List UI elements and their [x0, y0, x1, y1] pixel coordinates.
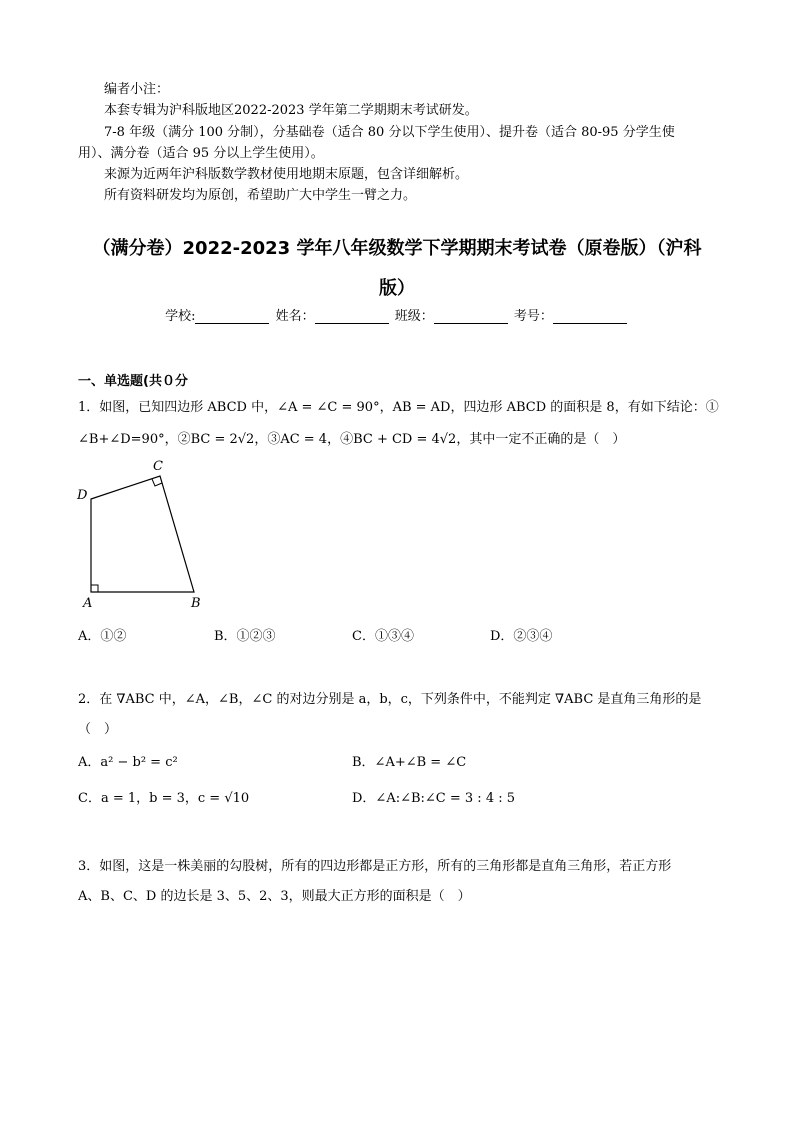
q3-line1: 3．如图，这是一株美丽的勾股树，所有的四边形都是正方形，所有的三角形都是直角三角形，若正方形 — [78, 859, 672, 874]
editor-note-line4: 所有资料研发均为原创，希望助广大中学生一臂之力。 — [104, 188, 417, 203]
q2-option-c[interactable]: C．a = 1，b = 3，c = √10 — [78, 791, 250, 806]
quadrilateral-abcd — [91, 476, 194, 592]
page-title-line2: 版） — [379, 278, 415, 299]
name-label: 姓名： — [275, 309, 315, 324]
q2-line1: 2．在 ∇ABC 中，∠A，∠B，∠C 的对边分别是 a，b，c，下列条件中，不能判定 ∇ABC 是直角三角形的是 — [78, 692, 702, 707]
q1-quadrilateral-figure — [70, 455, 220, 615]
right-angle-mark-a — [91, 585, 98, 592]
q2-option-d[interactable]: D．∠A:∠B:∠C = 3 : 4 : 5 — [352, 791, 516, 806]
editor-note-line2a: 7-8 年级（满分 100 分制），分基础卷（适合 80 分以下学生使用）、提升卷（适合 80-95 分学生使 — [104, 125, 675, 140]
school-label: 学校: — [165, 309, 196, 324]
editor-note-line1: 本套专辑为沪科版地区2022-2023 学年第二学期期末考试研发。 — [104, 103, 478, 118]
q2-line2: （ ） — [78, 722, 118, 737]
vertex-label-d: D — [77, 488, 88, 503]
school-blank[interactable] — [195, 310, 269, 324]
q1-line1: 1．如图，已知四边形 ABCD 中，∠A = ∠C = 90°，AB = AD，四边形 ABCD 的面积是 8，有如下结论：① — [78, 400, 719, 415]
right-angle-mark-c — [152, 479, 162, 486]
section-heading: 一、单选题(共０分 — [78, 374, 188, 389]
vertex-label-b: B — [191, 596, 201, 611]
q1-option-c[interactable]: C．①③④ — [352, 629, 414, 644]
name-blank[interactable] — [315, 310, 389, 324]
editor-note-line3: 来源为近两年沪科版数学教材使用地期末原题，包含详细解析。 — [104, 167, 469, 182]
exam-no-blank[interactable] — [553, 310, 627, 324]
q1-line2: ∠B+∠D=90°，②BC = 2√2，③AC = 4，④BC + CD = 4√2，其中一定不正确的是（ ） — [78, 432, 626, 447]
q1-option-b[interactable]: B．①②③ — [214, 629, 276, 644]
q3-line2: A、B、C、D 的边长是 3、5、2、3，则最大正方形的面积是（ ） — [78, 889, 471, 904]
vertex-label-a: A — [83, 596, 93, 611]
exam-no-label: 考号： — [513, 309, 553, 324]
editor-note-heading: 编者小注： — [104, 82, 170, 97]
class-label: 班级： — [394, 309, 434, 324]
page-title-line1: （满分卷）2022-2023 学年八年级数学下学期期末考试卷（原卷版）（沪科 — [92, 238, 702, 259]
q1-option-a[interactable]: A．①② — [78, 629, 127, 644]
student-info-fields — [0, 305, 794, 324]
q2-option-b[interactable]: B．∠A+∠B = ∠C — [352, 755, 467, 770]
editor-note-line2b: 用）、满分卷（适合 95 分以上学生使用）。 — [78, 146, 324, 161]
q1-option-d[interactable]: D．②③④ — [490, 629, 553, 644]
q2-option-a[interactable]: A．a² − b² = c² — [78, 755, 178, 770]
vertex-label-c: C — [153, 459, 163, 474]
class-blank[interactable] — [434, 310, 508, 324]
